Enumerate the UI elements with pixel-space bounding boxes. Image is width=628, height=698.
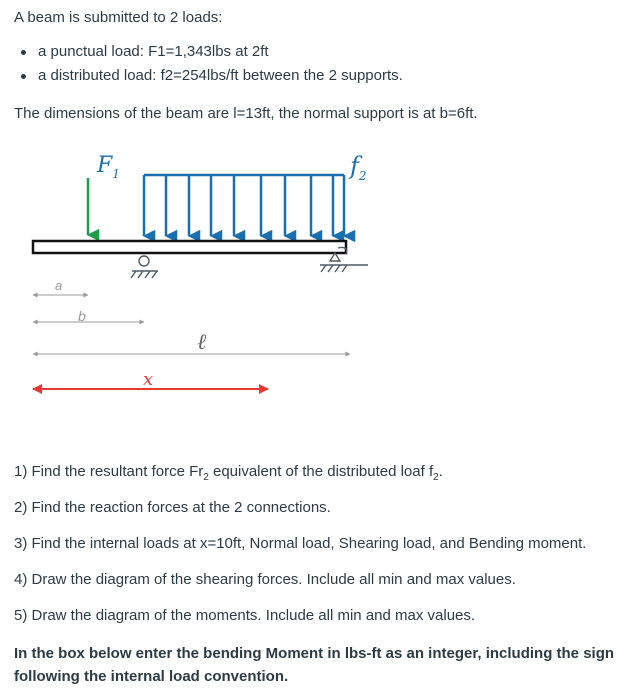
load-punctual-text: a punctual load: F1=1,343lbs at 2ft [38, 43, 269, 60]
dimensions-text: The dimensions of the beam are l=13ft, the normal support is at b=6ft. [14, 105, 478, 122]
final-instruction: In the box below enter the bending Moment in lbs-ft as an integer, including the sign following the internal load convention. [14, 645, 615, 685]
dim-b-label: b [78, 308, 86, 324]
question-2: 2) Find the reaction forces at the 2 connections. [14, 499, 331, 516]
question-5: 5) Draw the diagram of the moments. Include all min and max values. [14, 607, 476, 624]
beam [33, 241, 346, 253]
distributed-load [144, 175, 344, 236]
load-distributed-text: a distributed load: f2=254lbs/ft between the 2 supports. [38, 67, 403, 84]
pin-support [131, 256, 158, 278]
dim-l-label: ℓ [197, 330, 207, 355]
questions-list [14, 460, 586, 640]
f1-label: $F_1$ [97, 153, 120, 181]
f2-label: $f_2$ [350, 152, 367, 183]
bullet-icon [21, 50, 26, 55]
list-item [14, 64, 403, 88]
question-1: 1) Find the resultant force $Fr_2$ equivalent of the distributed loaf $f_2$. [14, 463, 443, 483]
bullet-icon [21, 74, 26, 79]
beam-diagram [0, 140, 628, 405]
loads-list [14, 40, 403, 88]
question-4: 4) Draw the diagram of the shearing forces. Include all min and max values. [14, 571, 516, 588]
list-item [14, 40, 403, 64]
question-3: 3) Find the internal loads at x=10ft, Normal load, Shearing load, and Bending moment. [14, 535, 587, 552]
intro-text: A beam is submitted to 2 loads: [14, 9, 223, 26]
x-label: x [143, 369, 154, 390]
dim-a-label: a [55, 278, 63, 293]
